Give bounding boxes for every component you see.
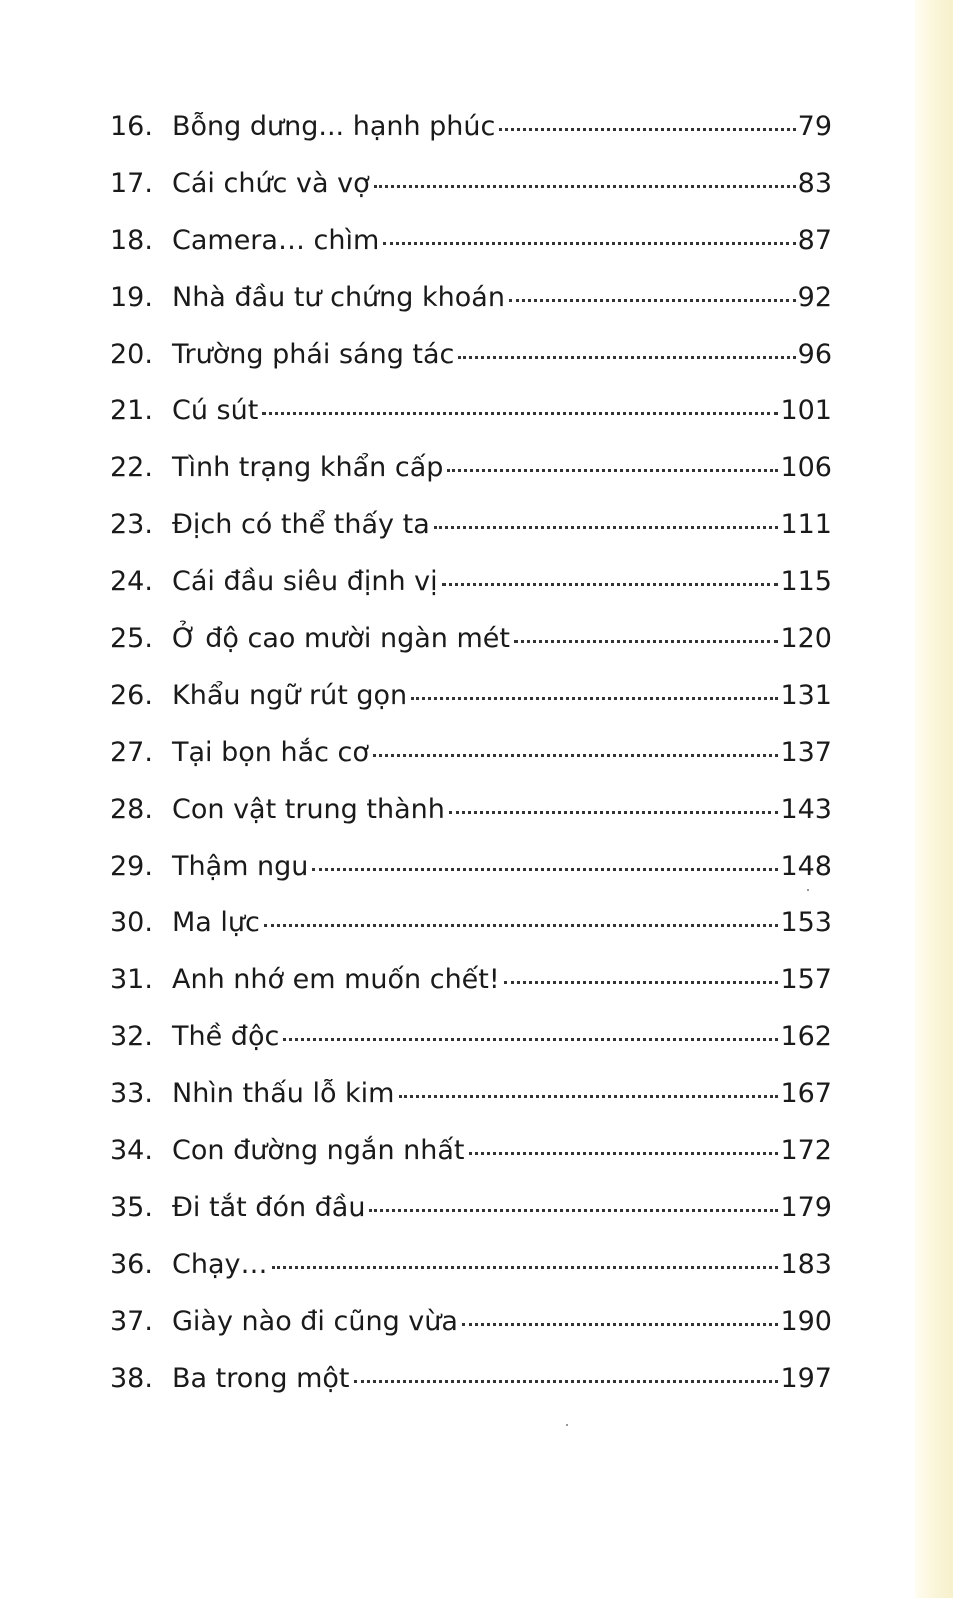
dot-leader xyxy=(462,1323,779,1326)
toc-entry[interactable] xyxy=(110,955,832,1012)
entry-title: Con vật trung thành xyxy=(172,793,445,825)
entry-title: Thậm ngu xyxy=(172,850,309,882)
toc-entry[interactable] xyxy=(110,386,832,443)
entry-number: 24. xyxy=(110,566,153,598)
toc-entry[interactable] xyxy=(110,443,832,500)
entry-page-number: 162 xyxy=(780,1021,832,1053)
entry-page-number: 167 xyxy=(780,1078,832,1110)
page-edge xyxy=(915,0,953,1598)
toc-entry[interactable] xyxy=(110,557,832,614)
toc-entry[interactable] xyxy=(110,671,832,728)
toc-entry[interactable] xyxy=(110,1297,832,1354)
entry-page-number: 92 xyxy=(797,281,832,313)
entry-number: 37. xyxy=(110,1305,153,1337)
entry-title: Trường phái sáng tác xyxy=(172,338,455,370)
dot-leader xyxy=(514,640,778,643)
toc-entry[interactable] xyxy=(110,1126,832,1183)
entry-title: Địch có thể thấy ta xyxy=(172,509,430,541)
dot-leader xyxy=(469,1152,779,1155)
entry-number: 18. xyxy=(110,224,153,256)
entry-title: Giày nào đi cũng vừa xyxy=(172,1305,458,1337)
toc-entry[interactable] xyxy=(110,898,832,955)
dot-leader xyxy=(312,868,778,871)
entry-title: Bỗng dưng... hạnh phúc xyxy=(172,111,496,142)
entry-title: Camera… chìm xyxy=(172,224,380,256)
entry-page-number: 131 xyxy=(780,679,832,711)
entry-title: Ở độ cao mười ngàn mét xyxy=(172,623,510,655)
entry-page-number: 148 xyxy=(780,850,832,882)
entry-title: Cú sút xyxy=(172,395,259,427)
table-of-contents xyxy=(110,102,832,1410)
entry-number: 34. xyxy=(110,1135,153,1167)
entry-page-number: 101 xyxy=(780,395,832,427)
entry-page-number: 190 xyxy=(780,1305,832,1337)
toc-entry[interactable] xyxy=(110,1012,832,1069)
entry-title: Đi tắt đón đầu xyxy=(172,1191,366,1223)
dot-leader xyxy=(354,1380,779,1383)
entry-title: Nhìn thấu lỗ kim xyxy=(172,1078,395,1110)
entry-page-number: 83 xyxy=(797,167,832,199)
entry-number: 21. xyxy=(110,395,153,427)
entry-title: Thề độc xyxy=(172,1021,280,1053)
entry-page-number: 137 xyxy=(780,736,832,768)
dot-leader xyxy=(283,1038,778,1041)
toc-entry[interactable] xyxy=(110,728,832,785)
dot-leader xyxy=(442,583,779,586)
entry-number: 30. xyxy=(110,907,153,939)
entry-title: Tại bọn hắc cơ xyxy=(172,736,369,768)
toc-entry[interactable] xyxy=(110,216,832,273)
toc-entry[interactable] xyxy=(110,614,832,671)
entry-page-number: 79 xyxy=(797,111,832,142)
entry-page-number: 143 xyxy=(780,793,832,825)
toc-entry[interactable] xyxy=(110,500,832,557)
dot-leader xyxy=(399,1095,779,1098)
toc-entry[interactable] xyxy=(110,159,832,216)
toc-entry[interactable] xyxy=(110,1183,832,1240)
entry-page-number: 87 xyxy=(797,224,832,256)
entry-page-number: 120 xyxy=(780,623,832,655)
entry-number: 32. xyxy=(110,1021,153,1053)
toc-entry[interactable] xyxy=(110,330,832,387)
dot-leader xyxy=(272,1266,779,1269)
dot-leader xyxy=(504,981,779,984)
dot-leader xyxy=(449,811,779,814)
entry-title: Ma lực xyxy=(172,907,260,939)
dot-leader xyxy=(262,412,778,415)
entry-number: 36. xyxy=(110,1248,153,1280)
dot-leader xyxy=(499,128,795,131)
dot-leader xyxy=(369,1209,778,1212)
toc-entry[interactable] xyxy=(110,1240,832,1297)
scan-speck xyxy=(807,889,809,891)
dot-leader xyxy=(458,356,795,359)
entry-number: 29. xyxy=(110,850,153,882)
entry-title: Khẩu ngữ rút gọn xyxy=(172,679,408,711)
entry-title: Ba trong một xyxy=(172,1362,350,1394)
dot-leader xyxy=(411,697,778,700)
entry-number: 31. xyxy=(110,964,153,996)
toc-entry[interactable] xyxy=(110,102,832,159)
entry-number: 16. xyxy=(110,111,153,142)
entry-page-number: 106 xyxy=(780,452,832,484)
entry-page-number: 197 xyxy=(780,1362,832,1394)
entry-number: 23. xyxy=(110,509,153,541)
entry-number: 28. xyxy=(110,793,153,825)
dot-leader xyxy=(383,242,795,245)
entry-number: 22. xyxy=(110,452,153,484)
entry-page-number: 157 xyxy=(780,964,832,996)
entry-number: 20. xyxy=(110,338,153,370)
entry-number: 38. xyxy=(110,1362,153,1394)
entry-number: 26. xyxy=(110,679,153,711)
entry-page-number: 111 xyxy=(780,509,832,541)
dot-leader xyxy=(264,924,779,927)
entry-title: Cái đầu siêu định vị xyxy=(172,566,438,598)
entry-title: Anh nhớ em muốn chết! xyxy=(172,964,500,996)
entry-number: 19. xyxy=(110,281,153,313)
entry-page-number: 179 xyxy=(780,1191,832,1223)
toc-entry[interactable] xyxy=(110,1354,832,1411)
entry-title: Chạy… xyxy=(172,1248,268,1280)
dot-leader xyxy=(509,299,796,302)
scan-speck xyxy=(566,1424,568,1426)
entry-page-number: 183 xyxy=(780,1248,832,1280)
entry-number: 27. xyxy=(110,736,153,768)
dot-leader xyxy=(374,185,796,188)
entry-title: Cái chức và vợ xyxy=(172,167,370,199)
entry-number: 25. xyxy=(110,623,153,655)
toc-entry[interactable] xyxy=(110,842,832,899)
toc-entry[interactable] xyxy=(110,785,832,842)
entry-page-number: 96 xyxy=(797,338,832,370)
toc-entry[interactable] xyxy=(110,273,832,330)
dot-leader xyxy=(447,469,778,472)
entry-title: Tình trạng khẩn cấp xyxy=(172,452,444,484)
entry-number: 33. xyxy=(110,1078,153,1110)
entry-number: 17. xyxy=(110,167,153,199)
toc-entry[interactable] xyxy=(110,1069,832,1126)
entry-page-number: 172 xyxy=(780,1135,832,1167)
entry-title: Nhà đầu tư chứng khoán xyxy=(172,281,505,313)
dot-leader xyxy=(373,754,779,757)
entry-title: Con đường ngắn nhất xyxy=(172,1135,465,1167)
entry-page-number: 153 xyxy=(780,907,832,939)
dot-leader xyxy=(434,526,779,529)
entry-page-number: 115 xyxy=(780,566,832,598)
entry-number: 35. xyxy=(110,1191,153,1223)
